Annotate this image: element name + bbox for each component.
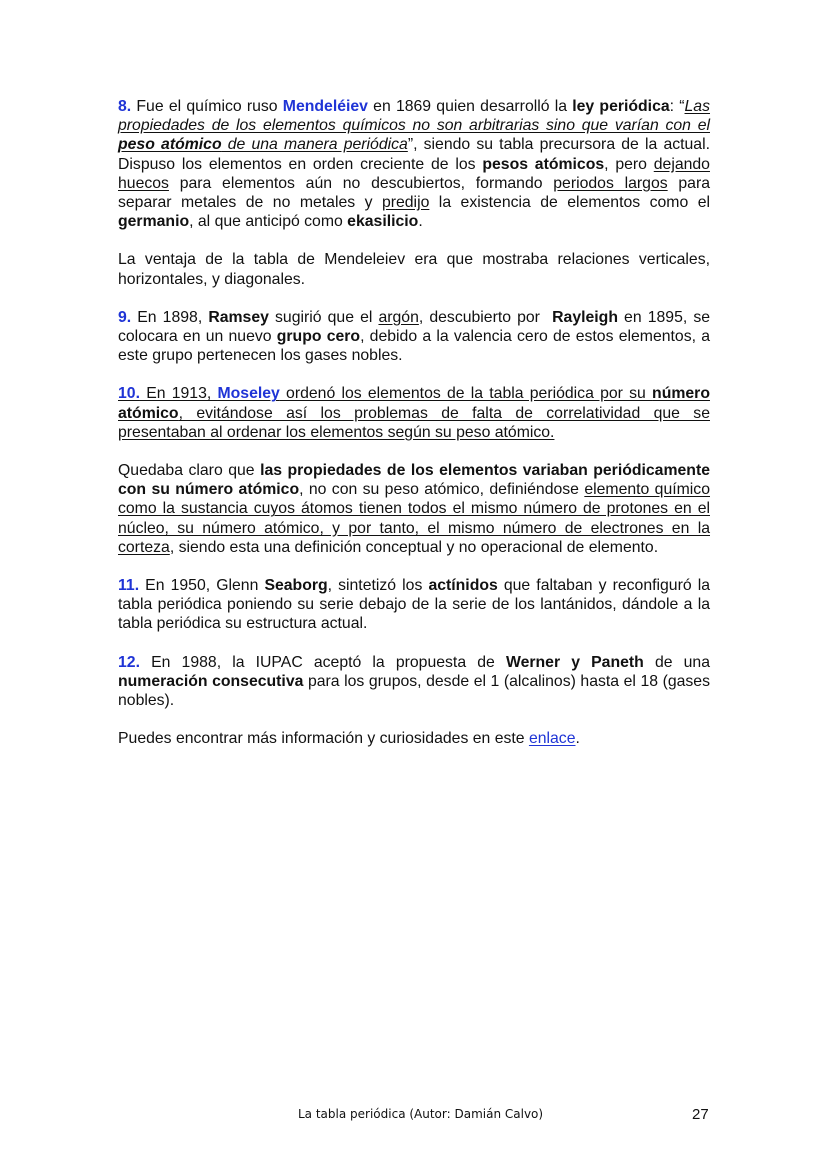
dejando-huecos: dejando huecos — [118, 155, 710, 192]
quote-peso-atomico: peso atómico — [118, 136, 222, 154]
paragraph-8: 8. Fue el químico ruso Mendeléiev en 1869 quien desarrolló la ley periódica: “Las propiedades de los elementos químicos no son arbitrarias sino que varían con el peso atómico de una manera periódica”, siendo su tabla precursora de la actual. Dispuso los elementos en orden creciente de los pesos atómicos, pero dejando huecos para elementos aún no descubiertos, formando periodos largos para separar metales de no metales y predijo la existencia de elementos como el germanio, al que anticipó como ekasilicio. — [118, 98, 710, 231]
pesos-atomicos: pesos atómicos — [482, 155, 605, 173]
paragraph-9: 9. En 1898, Ramsey sugirió que el argón, descubierto por Rayleigh en 1895, se colocara en un nuevo grupo cero, debido a la valencia cero de estos elementos, a este grupo pertenecen los gases nobles. — [118, 308, 711, 365]
paragraph-12: 12. En 1988, la IUPAC aceptó la propuesta de Werner y Paneth de una numeración consecutiva para los grupos, desde el 1 (alcalinos) hasta el 18 (gases nobles). — [118, 653, 710, 710]
item-number: 8. — [118, 98, 132, 115]
ley-periodica: ley periódica — [572, 98, 670, 115]
quote-part-3: de una manera periódica — [221, 136, 408, 154]
item-number: 9. — [118, 308, 132, 326]
footer-title: La tabla periódica (Autor: Damián Calvo) — [298, 1107, 544, 1121]
rayleigh: Rayleigh — [552, 308, 618, 326]
paragraph-ventaja: La ventaja de la tabla de Mendeleiev era que mostraba relaciones verticales, horizontales, y diagonales. — [118, 251, 710, 288]
werner-paneth: Werner y Paneth — [505, 653, 644, 671]
mendeleiev-name: Mendeléiev — [282, 98, 368, 115]
page-number: 27 — [692, 1106, 709, 1123]
actinidos: actínidos — [428, 577, 498, 595]
paragraph-11: 11. En 1950, Glenn Seaborg, sintetizó los actínidos que faltaban y reconfiguró la tabla periódica poniendo su serie debajo de la serie de los lantánidos, dándole a la tabla periódica su estructura actual. — [118, 577, 710, 633]
periodos-largos: periodos largos — [553, 174, 668, 192]
paragraph-quedaba: Quedaba claro que las propiedades de los elementos variaban periódicamente con su número atómico, no con su peso atómico, definiéndose elemento químico como la sustancia cuyos átomos tienen todos el mismo número de protones en el núcleo, su número atómico, y por tanto, el mismo número de electrones en la corteza, siendo esta una definición conceptual y no operacional de elemento. — [118, 462, 710, 556]
quote-part-1: Las propiedades de los elementos químicos no son arbitrarias sino que varían con el — [118, 98, 710, 135]
paragraph-mas-info: Puedes encontrar más información y curiosidades en este enlace. — [118, 730, 580, 748]
item-number: 12. — [118, 653, 140, 671]
propiedades-periodicas: las propiedades de los elementos variaban periódicamente con su número atómico — [118, 462, 710, 499]
definicion-elemento: elemento químico como la sustancia cuyos átomos tienen todos el mismo número de protones en el núcleo, su número atómico, y por tanto, el mismo número de electrones en la corteza — [118, 481, 710, 556]
argon: argón — [378, 308, 419, 326]
grupo-cero: grupo cero — [276, 328, 361, 346]
moseley: Moseley — [217, 385, 280, 403]
item-number: 11. — [118, 577, 140, 595]
enlace-link[interactable]: enlace — [528, 730, 576, 748]
germanio: germanio — [118, 213, 190, 231]
seaborg: Seaborg — [264, 577, 328, 595]
ekasilicio: ekasilicio — [347, 213, 419, 231]
paragraph-10: 10. En 1913, Moseley ordenó los elementos de la tabla periódica por su número atómico, evitándose así los problemas de falta de correlatividad que se presentaban al ordenar los elementos según su peso atómico. — [118, 385, 710, 441]
item-number: 10. — [118, 385, 140, 403]
numeracion-consecutiva: numeración consecutiva — [118, 672, 304, 690]
page-body — [118, 97, 710, 767]
ramsey: Ramsey — [208, 308, 269, 326]
predijo: predijo — [381, 194, 430, 212]
numero-atomico: número atómico — [118, 385, 710, 422]
